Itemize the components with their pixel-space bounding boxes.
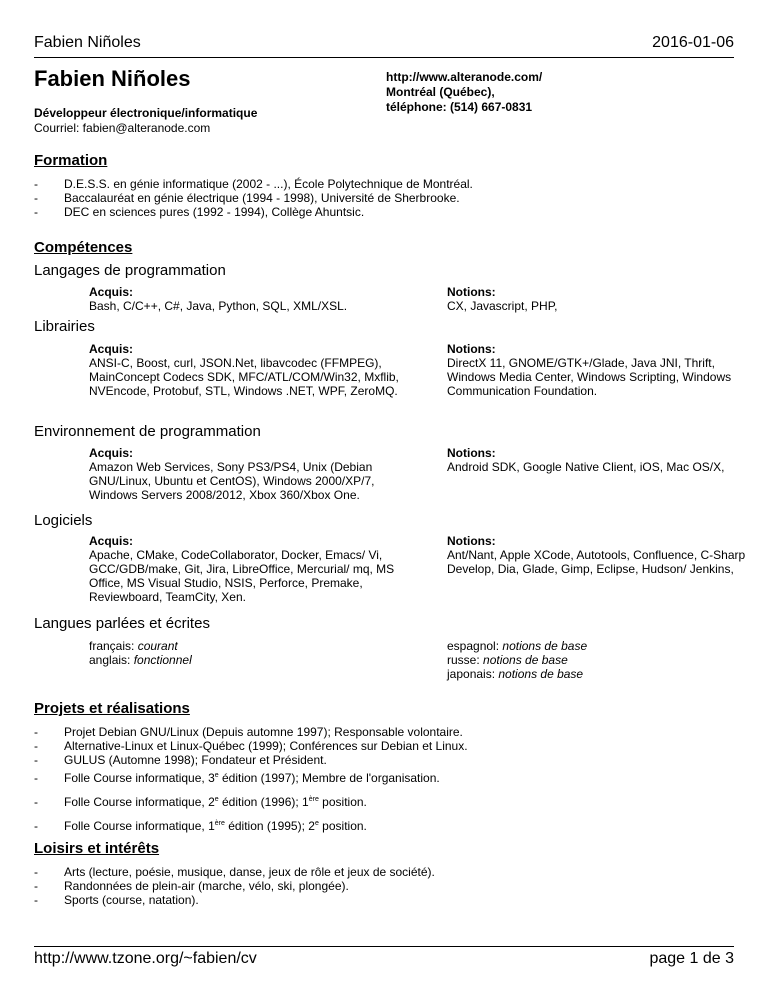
logiciels-notions: Notions: Ant/Nant, Apple XCode, Autotools, Confluence, C-Sharp Develop, Dia, Glade, Gimp, Eclipse, Hudson/ Jenkins, [447, 534, 746, 576]
subheading-environnement: Environnement de programmation [34, 423, 261, 440]
header-rule [34, 57, 734, 58]
subheading-langues: Langues parlées et écrites [34, 615, 210, 632]
section-heading-formation: Formation [34, 152, 108, 169]
librairies-notions: Notions: DirectX 11, GNOME/GTK+/Glade, Java JNI, Thrift, Windows Media Center, Windows Scripting, Windows Communication Foundation. [447, 342, 732, 398]
running-header [34, 34, 734, 56]
librairies-acquis: Acquis: ANSI-C, Boost, curl, JSON.Net, libavcodec (FFMPEG), MainConcept Codecs SDK, MFC/ATL/COM/Win32, Mxflib, NVEncode, Protobuf, STL, Windows .NET, WPF, ZeroMQ. [89, 342, 399, 398]
langue-item: japonais: notions de base [447, 667, 584, 681]
contact-block [386, 70, 542, 115]
logiciels-acquis: Acquis: Apache, CMake, CodeCollaborator, Docker, Emacs/ Vi, GCC/GDB/make, Git, Jira, LibreOffice, Mercurial/ mq, MS Office, MS Visual Studio, NSIS, Perforce, Premake, Reviewboard, TeamCity, Xen. [89, 534, 395, 604]
subheading-librairies: Librairies [34, 318, 95, 335]
environnement-notions: Notions: Android SDK, Google Native Client, iOS, Mac OS/X, [447, 446, 725, 474]
phone: téléphone: (514) 667-0831 [386, 100, 533, 114]
langues-right [447, 639, 747, 681]
langue-item: russe: notions de base [447, 653, 568, 667]
section-heading-competences: Compétences [34, 239, 133, 256]
langue-item: français: courant [89, 639, 178, 653]
section-heading-projets: Projets et réalisations [34, 700, 190, 717]
langages-acquis: Acquis: Bash, C/C++, C#, Java, Python, SQL, XML/XSL. [89, 285, 348, 313]
location: Montréal (Québec), [386, 85, 495, 99]
langages-notions: Notions: CX, Javascript, PHP, [447, 285, 558, 313]
person-name: Fabien Niñoles [34, 66, 191, 91]
footer-rule [34, 946, 734, 947]
header-name: Fabien Niñoles [34, 34, 141, 51]
header-date: 2016-01-06 [652, 34, 734, 51]
person-title: Développeur électronique/informatique [34, 106, 258, 120]
langue-item: espagnol: notions de base [447, 639, 588, 653]
subheading-langages: Langages de programmation [34, 262, 226, 279]
section-heading-loisirs: Loisirs et intérêts [34, 840, 160, 857]
website-link[interactable]: http://www.alteranode.com/ [386, 70, 543, 84]
environnement-acquis: Acquis: Amazon Web Services, Sony PS3/PS4, Unix (Debian GNU/Linux, Ubuntu et CentOS), Windows 2000/XP/7, Windows Servers 2008/2012, Xbox 360/Xbox One. [89, 446, 375, 502]
footer-url[interactable]: http://www.tzone.org/~fabien/cv [34, 950, 257, 967]
langue-item: anglais: fonctionnel [89, 653, 192, 667]
langues-left [89, 639, 409, 667]
subheading-logiciels: Logiciels [34, 512, 93, 529]
person-email: Courriel: fabien@alteranode.com [34, 121, 211, 135]
page-number: page 1 de 3 [649, 950, 734, 967]
